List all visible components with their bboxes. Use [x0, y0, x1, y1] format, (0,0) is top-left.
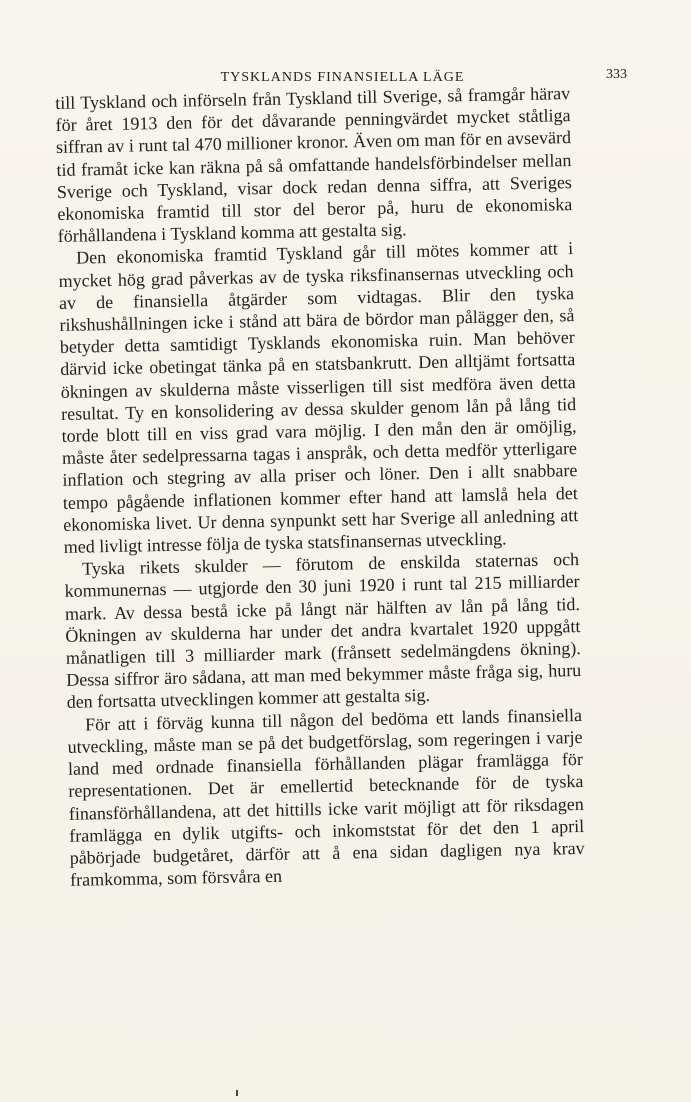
page-number: 333	[606, 67, 627, 82]
running-title: TYSKLANDS FINANSIELLA LÄGE	[220, 70, 465, 85]
paragraph-4: För att i förväg kunna till någon del bedöma ett lands finansiella utveckling, måste man se på det budgetförslag, som regeringen i varje land med ordnade finansiella förhållanden plägar framlägga för representationen. Det är emellertid betecknande för de tyska finansförhållandena, att det hittills icke varit möjligt att för riksdagen framlägga en dylik utgifts- och inkomststat för det den 1 april påbörjade budgetåret, därför att å ena sidan dagligen nya krav framkomma, som försvåra en	[67, 704, 585, 890]
paragraph-3: Tyska rikets skulder — förutom de enskilda staternas och kommunernas — utgjorde den 30 juni 1920 i runt tal 215 milliarder mark. Av dessa bestå icke på långt när hälften av lån på lång tid. Ökningen av skulderna har under det andra kvartalet 1920 uppgått månatligen till 3 milliarder mark (frånsett sedelmängdens ökning). Dessa siffror äro sådana, att man med bekymmer måste fråga sig, huru den fortsatta utvecklingen kommer att gestalta sig.	[64, 549, 582, 713]
paragraph-1: till Tyskland och införseln från Tyskland till Sverige, så framgår härav för året 1913 den för det dåvarande penningvärdet mycket ståtliga siffran av i runt tal 470 millioner kronor. Även om man för en avsevärd tid framåt icke kan räkna på så omfattande handelsförbindelser mellan Sverige och Tyskland, visar dock redan denna siffra, att Sveriges ekonomiska framtid till stor del beror på, huru de ekonomiska förhållandena i Tyskland komma att gestalta sig.	[55, 83, 573, 247]
paragraph-2: Den ekonomiska framtid Tyskland går till mötes kommer att i mycket hög grad påverkas av de tyska riksfinansernas utveckling och av de finansiella åtgärder som vidtagas. Blir den tyska rikshushållningen icke i stånd att bära de bördor man pålägger den, så betyder detta samtidigt Tysklands ekonomiska ruin. Man behöver därvid icke obetingat tänka på en statsbankrutt. Den alltjämt fortsatta ökningen av skulderna måste visserligen till sist medföra även detta resultat. Ty en konsolidering av dessa skulder genom lån på lång tid torde blott till en viss grad vara möjlig. I den mån den är omöjlig, måste åter sedelpressarna tagas i anspråk, och detta medför ytterligare inflation och stegring av alla priser och löner. Den i allt snabbare tempo pågående inflationen kommer efter hand att lamslå hela det ekonomiska livet. Ur denna synpunkt sett har Sverige all anledning att med livligt intresse följa de tyska statsfinansernas utveckling.	[58, 238, 579, 557]
body-text	[55, 82, 585, 891]
ink-speck	[236, 1090, 238, 1096]
